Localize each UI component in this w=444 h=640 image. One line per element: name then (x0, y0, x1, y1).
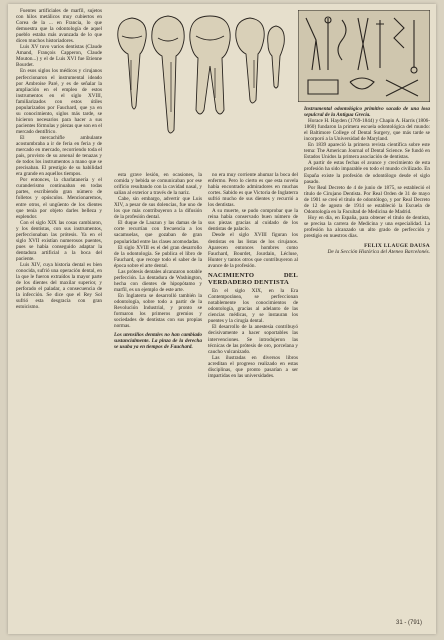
paragraph: A partir de estas fechas el avance y crecimiento de esta profesión ha sido imparable en todo el mundo civilizado. En España existe la profesión de odontólogo desde el siglo pasado. (304, 160, 430, 185)
paragraph: Por Real Decreto de 4 de junio de 1875, se estableció el título de Cirujano Dentista. Por Real Orden de 31 de mayo de 1901 se creó el título de odontólogo, y por Real Decreto de 12 de agosto de 1914 se estableció la Escuela de Odontología en la Facultad de Medicina de Madrid. (304, 184, 430, 215)
text-column-3 (208, 172, 298, 610)
paragraph: El mercachifle ambulante acostumbraba a ir de feria en feria y de mercado en mercado, recorriendo toda el país, provisto de su arsenal de tenazas y de todos los instrumentos a mano que se precisaban. El prestigio de su habilidad era grande en aquellos tiempos. (16, 134, 102, 178)
paragraph: En el siglo XIX, en la Era Contemporánea, se perfeccionan notablemente los conocimientos de odontología, gracias al adelanto de las ciencias médicas, y se instauran los puentes y la cirugía dental. (208, 288, 298, 325)
paragraph: esta grave lesión, en ocasiones, la comida y bebida se comunicaban por ese orificio resultando con la cavidad nasal, y salían al exterior a través de la nariz. (114, 172, 202, 197)
paragraph: El desarrollo de la anestesia contribuyó decisivamente a hacer soportables las intervenciones. Se introdujeron las técnicas de las prótesis de oro, porcelana y caucho vulcanizado. (208, 324, 298, 355)
paragraph: Hoy en día, en España, para obtener el título de dentista, se precisa la carrera de Medicina y una especialidad. La profesión ha alcanzado un alto grado de perfección y prestigio en nuestros días. (304, 214, 430, 239)
figure-caption: Instrumental odontológico primitivo sacado de una losa sepulcral de la Antigua Grecia. (304, 106, 430, 119)
page-number: 31 - (791) (395, 620, 422, 626)
paragraph: Con el siglo XIX las cosas cambiaron, y los dentistas, con sus instrumentos, perfeccionaban las prótesis. Ya en el siglo XVII existían numerosos puentes, pues se había conseguido adaptar la dentadura artificial a la boca del paciente. (16, 219, 102, 262)
magazine-page (8, 4, 436, 634)
paragraph: Por entonces, la charlatanería y el curanderismo continuaban en todas partes, escribiendo gran número de folletos y opúsculos. Mencionaremos, entre otros, el ungüento de los dientes que tenía por objeto darles belleza y esplendor. (16, 177, 102, 220)
author-affiliation: De la Sección Histórica del Ateneo Barcelonés. (327, 249, 430, 256)
figure-caption: Los utensilios dentales no han cambiado sustancialmente. La pinza de la derecha se usaba ya en tiempos de Fauchard. (114, 332, 202, 351)
section-heading: NACIMIENTO DEL VERDADERO DENTISTA (208, 271, 298, 286)
paragraph: Desde el siglo XVIII figuran los dentistas en las listas de los cirujanos. Aparecen entonces hombres como Fauchard, Bourdet, Jourdain, Lécluse, Hunter y tantos otros que contribuyeron al avance de la profesión. (208, 232, 298, 269)
paragraph: En Inglaterra se desarrolló también la odontología, sobre todo a partir de la Revolución Industrial, y pronto se formaron los primeros gremios y sociedades de dentistas con sus propias normas. (114, 292, 202, 330)
paragraph: Fuentes artificiales de marfil, sujetos con hilos metálicos muy cubiertos en Corea de la ... en Francia, lo que demuestra que la odontología de aquel pueblo estaba más avanzada de lo que dicen muchos historiadores. (16, 8, 102, 45)
paragraph: no era muy corriente ahumar la boca del enfermo. Pero lo cierto es que esta novela había encontrado admiradores en muchas cortes. Sabido es que Victoria de Inglaterra sufrió mucho de sus dientes y recurrió a los dentistas. (208, 172, 298, 209)
paragraph: En esos siglos los médicos y cirujanos perfeccionaron el instrumental ideado por Ambroise Paré, y es de señalar la ampliación en el empleo de estos instrumentos en el siglo XVIII, familiarizados con estos útiles popularizados por Fauchard, que ya en su conocimiento, siglos más tarde, se hicieron necesarios para hacer a sus pacientes fórmulas y piezas que son en el mercado dentífrico. (16, 68, 102, 135)
paragraph: Las ilustradas en diversos libros acreditan el progreso realizado en estas disciplinas, que pronto pasarían a ser impartidas en las universidades. (208, 354, 298, 379)
author-signature (304, 243, 430, 256)
paragraph: Horace H. Hayden (1769-1844) y Chapin A. Harris (1806-1860) fundaron la primera escuela odontológica del mundo: el Baltimore College of Dental Surgery, que más tarde se incorporó a la Universidad de Maryland. (304, 118, 430, 143)
text-column-4 (304, 106, 430, 610)
paragraph: A su muerte, se pudo comprobar que la reina había conservado buen número de sus piezas gracias al cuidado de los dentistas de palacio. (208, 208, 298, 233)
paragraph: Luis XIV, cuya historia dental es bien conocida, sufrió una operación dental, en la que le fueron extraídos la mayor parte de los dientes del maxilar superior, y perforado el paladar, a consecuencia de la infección. Se dice que el Rey Sol sufrió esta desgracia con gran estoicismo. (16, 261, 102, 311)
paragraph: El duque de Lauzun y las damas de la corte recurrían con frecuencia a los sacamuelas, que gozaban de gran popularidad entre las clases acomodadas. (114, 220, 202, 245)
paragraph: El siglo XVIII es el del gran desarrollo de la odontología. Se publica el libro de Fauchard, que recoge todo el saber de la época sobre el arte dental. (114, 244, 202, 269)
paragraph: Cabe, sin embargo, advertir que Luis XIV, a pesar de sus dolencias, fue uno de los que más contribuyeron a la difusión de la profesión dental. (114, 196, 202, 221)
ancient-tools-illustration (298, 10, 430, 102)
text-column-2 (114, 172, 202, 610)
author-name: FELIX LLAUGE DAUSA (364, 243, 430, 250)
teeth-illustration (110, 10, 286, 170)
text-column-1 (16, 8, 102, 608)
paragraph: Luis XV tuvo varios dentistas (Claude Amand, François Capperon, Claude Mouton...) y el de Luis XVI fue Etienne Bourdet. (16, 44, 102, 69)
paragraph: Las prótesis dentales alcanzaron notable perfección. La dentadura de Washington, hecha con dientes de hipopótamo y marfil, es un ejemplo de este arte. (114, 268, 202, 293)
paragraph: En 1839 apareció la primera revista científica sobre este tema: The American Journal of Dental Science. Se fundó en Estados Unidos la primera asociación de dentistas. (304, 142, 430, 161)
